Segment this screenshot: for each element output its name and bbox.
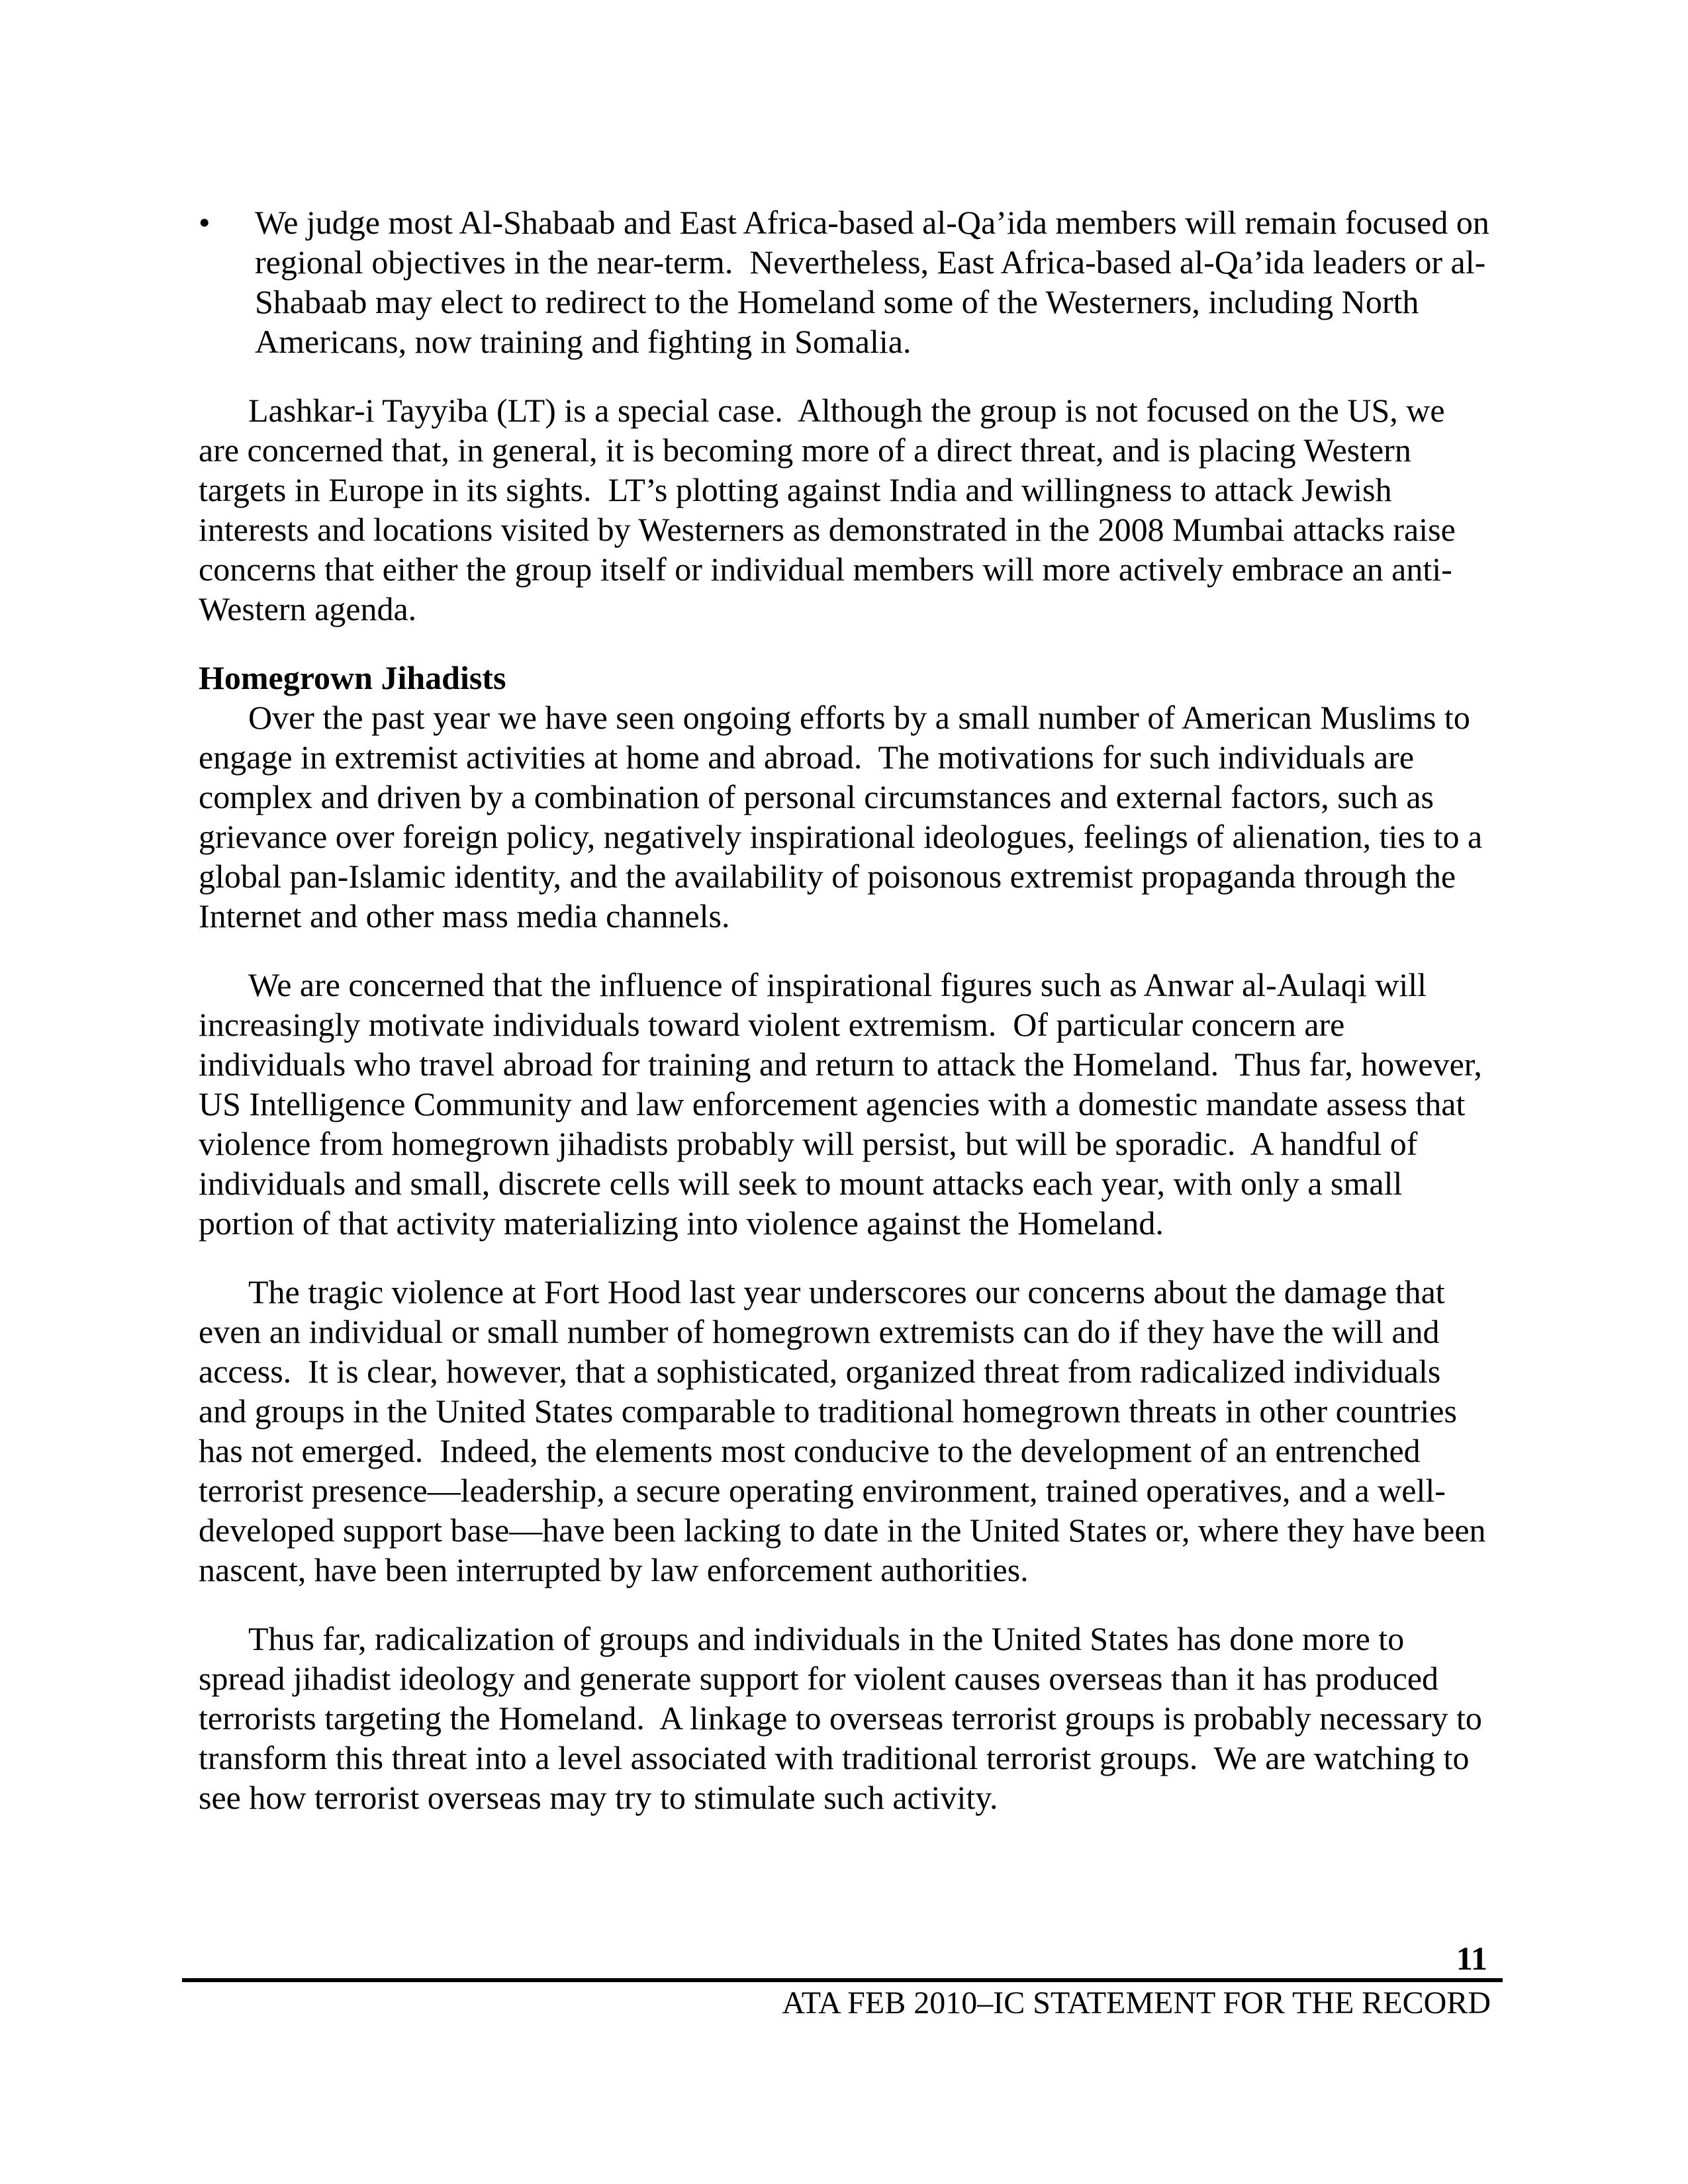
paragraph-fort-hood: The tragic violence at Fort Hood last year underscores our concerns about the damage that even an individual or small number of homegrown extremists can do if they have the will and access. It is clear, however, that a sophisticated, organized threat from radicalized individuals and groups in the United States comparable to traditional homegrown threats in other countries has not emerged. Indeed, the elements most conducive to the development of an entrenched terrorist presence—leadership, a secure operating environment, trained operatives, and a well-developed support base—have been lacking to date in the United States or, where they have been nascent, have been interrupted by law enforcement authorities. xyxy=(199,1273,1495,1588)
footer-text: ATA FEB 2010–IC STATEMENT FOR THE RECORD xyxy=(782,1985,1491,2021)
bullet-item-text: We judge most Al-Shabaab and East Africa-based al-Qa’ida members will remain focused on regional objectives in the near-term. Nevertheless, East Africa-based al-Qa’ida leaders or al-Shabaab may elect to redirect to the Homeland some of the Westerners, including North Americans, now training and fighting in Somalia. xyxy=(255,204,1498,360)
bullet-item xyxy=(199,203,1498,361)
page-footer xyxy=(182,1941,1503,2020)
paragraph-inspirational-figures: We are concerned that the influence of inspirational figures such as Anwar al-Aulaqi will increasingly motivate individuals toward violent extremism. Of particular concern are individuals who travel abroad for training and return to attack the Homeland. Thus far, however, US Intelligence Community and law enforcement agencies with a domestic mandate assess that violence from homegrown jihadists probably will persist, but will be sporadic. A handful of individuals and small, discrete cells will seek to mount attacks each year, with only a small portion of that activity materializing into violence against the Homeland. xyxy=(199,966,1491,1242)
paragraph-radicalization: Thus far, radicalization of groups and individuals in the United States has done more to spread jihadist ideology and generate support for violent causes overseas than it has produced terrorists targeting the Homeland. A linkage to overseas terrorist groups is probably necessary to transform this threat into a level associated with traditional terrorist groups. We are watching to see how terrorist overseas may try to stimulate such activity. xyxy=(199,1620,1491,1816)
paragraph-over-past-year: Over the past year we have seen ongoing efforts by a small number of American Muslims to engage in extremist activities at home and abroad. The motivations for such individuals are complex and driven by a combination of personal circumstances and external factors, such as grievance over foreign policy, negatively inspirational ideologues, feelings of alienation, ties to a global pan-Islamic identity, and the availability of poisonous extremist propaganda through the Internet and other mass media channels. xyxy=(199,699,1491,934)
page-number: 11 xyxy=(1456,1940,1487,1977)
footer-rule xyxy=(182,1978,1503,1982)
paragraph-lashkar-tayyiba: Lashkar-i Tayyiba (LT) is a special case. Although the group is not focused on the US, we are concerned that, in general, it is becoming more of a direct threat, and is placing Western targets in Europe in its sights. LT’s plotting against India and willingness to attack Jewish interests and locations visited by Westerners as demonstrated in the 2008 Mumbai attacks raise concerns that either the group itself or individual members will more actively embrace an anti-Western agenda. xyxy=(199,392,1464,627)
bullet-icon: • xyxy=(199,204,211,241)
page-content xyxy=(199,203,1498,1817)
section-heading-homegrown-jihadists: Homegrown Jihadists xyxy=(199,659,506,696)
